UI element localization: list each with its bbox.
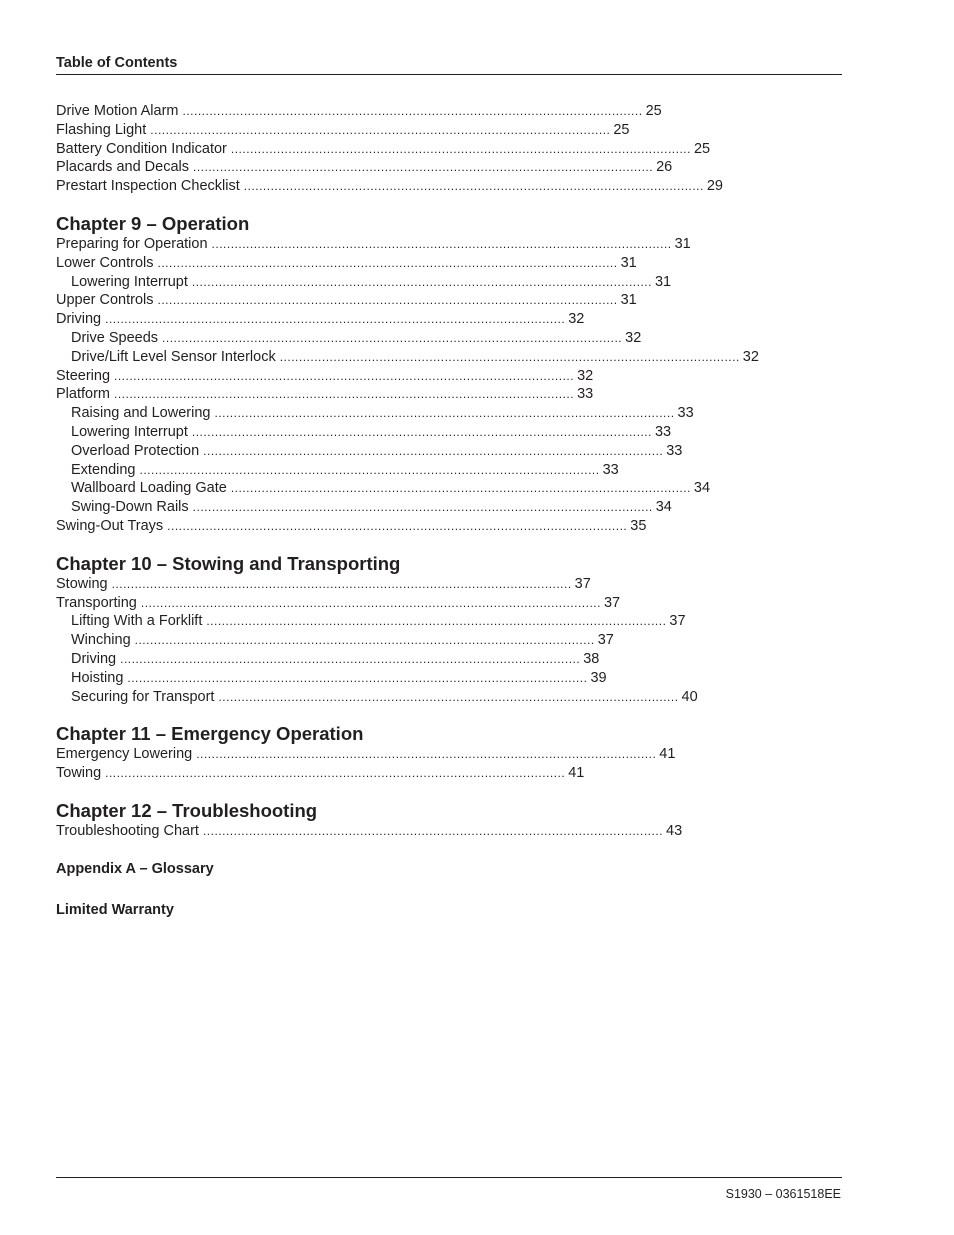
toc-entry-page: 32 — [577, 367, 594, 384]
toc-subentry[interactable] — [56, 329, 642, 348]
toc-subentry[interactable] — [56, 461, 619, 480]
toc-entry-label: Steering — [56, 367, 111, 384]
toc-entry-page: 39 — [590, 669, 607, 686]
dot-leader: ........................................................................................................................ — [206, 614, 667, 629]
dot-leader: ........................................................................................................................ — [139, 462, 600, 477]
toc-entry-page: 38 — [583, 650, 600, 667]
toc-entry-page: 25 — [645, 103, 662, 119]
toc-entry-label: Lowering Interrupt — [71, 423, 188, 440]
toc-entry-label: Lower Controls — [56, 254, 154, 271]
dot-leader: ........................................................................................................................ — [214, 406, 675, 421]
toc-entry-page: 32 — [568, 311, 585, 328]
toc-subentry[interactable] — [56, 650, 600, 669]
dot-leader: ........................................................................................................................ — [211, 236, 672, 251]
toc-entry-label: Troubleshooting Chart — [56, 822, 199, 839]
toc-entry[interactable] — [56, 140, 711, 159]
document-id: S1930 – 0361518EE — [725, 1187, 841, 1201]
dot-leader: ........................................................................................................................ — [218, 689, 679, 704]
toc-entry-page: 33 — [577, 386, 594, 403]
dot-leader: ........................................................................................................................ — [243, 179, 704, 194]
dot-leader: ........................................................................................................................ — [279, 349, 740, 364]
dot-leader: ........................................................................................................................ — [127, 670, 588, 685]
chapter-12-entries — [56, 822, 683, 841]
dot-leader: ........................................................................................................................ — [203, 443, 664, 458]
toc-entry-label: Raising and Lowering — [71, 405, 211, 422]
toc-entry[interactable] — [56, 291, 637, 310]
toc-entry-page: 34 — [655, 499, 672, 516]
toc-entry-page: 33 — [666, 442, 683, 459]
toc-subentry[interactable] — [56, 688, 698, 707]
toc-entry-label: Lowering Interrupt — [71, 273, 188, 290]
toc-entry-page: 32 — [625, 329, 642, 346]
dot-leader: ........................................................................................................................ — [192, 500, 653, 515]
toc-entry-page: 40 — [681, 688, 698, 705]
toc-entry-label: Lifting With a Forklift — [71, 613, 203, 630]
toc-entry[interactable] — [56, 745, 676, 764]
dot-leader: ........................................................................................................................ — [134, 633, 595, 648]
toc-entry-page: 31 — [620, 292, 637, 309]
toc-entry[interactable] — [56, 235, 691, 254]
toc-entry-page: 29 — [706, 178, 723, 195]
toc-entry[interactable] — [56, 102, 662, 121]
dot-leader: ........................................................................................................................ — [162, 330, 623, 345]
toc-entry-page: 37 — [574, 575, 591, 592]
toc-entry[interactable] — [56, 594, 621, 613]
toc-subentry[interactable] — [56, 442, 683, 461]
dot-leader: ........................................................................................................................ — [157, 255, 618, 270]
toc-entry-page: 32 — [742, 348, 759, 365]
toc-entry-label: Drive Speeds — [71, 329, 159, 346]
toc-entry-page: 37 — [603, 594, 621, 611]
toc-entry-label: Wallboard Loading Gate — [71, 480, 227, 497]
toc-entry-label: Drive/Lift Level Sensor Interlock — [71, 348, 276, 365]
toc-entry-page: 31 — [654, 273, 672, 290]
dot-leader: ........................................................................................................................ — [114, 387, 575, 402]
toc-entry[interactable] — [56, 158, 673, 177]
appendix-a-heading[interactable]: Appendix A – Glossary — [56, 860, 214, 877]
toc-group-intro — [56, 102, 723, 196]
toc-entry-page: 34 — [693, 480, 711, 497]
footer-divider — [56, 1177, 842, 1178]
dot-leader: ........................................................................................................................ — [191, 424, 652, 439]
toc-entry-page: 33 — [677, 405, 694, 422]
toc-entry-page: 35 — [630, 517, 647, 534]
dot-leader: ........................................................................................................................ — [167, 518, 628, 533]
toc-entry-page: 43 — [666, 822, 683, 839]
toc-entry-page: 33 — [654, 423, 672, 440]
toc-subentry[interactable] — [56, 479, 711, 498]
toc-entry-label: Battery Condition Indicator — [56, 140, 227, 157]
dot-leader: ........................................................................................................................ — [191, 274, 652, 289]
toc-entry-label: Extending — [71, 461, 136, 478]
toc-subentry[interactable] — [56, 273, 672, 292]
chapter-9-heading[interactable]: Chapter 9 – Operation — [56, 212, 250, 234]
toc-entry[interactable] — [56, 121, 630, 140]
toc-entry[interactable] — [56, 367, 594, 386]
toc-entry-page: 41 — [659, 746, 676, 763]
chapter-10-heading[interactable]: Chapter 10 – Stowing and Transporting — [56, 552, 401, 574]
dot-leader: ........................................................................................................................ — [105, 766, 566, 781]
toc-entry-label: Hoisting — [71, 669, 124, 686]
dot-leader: ........................................................................................................................ — [105, 312, 566, 327]
dot-leader: ........................................................................................................................ — [230, 141, 691, 156]
toc-subentry[interactable] — [56, 423, 672, 442]
toc-entry[interactable] — [56, 310, 585, 329]
toc-entry-label: Towing — [56, 765, 102, 782]
toc-entry-label: Transporting — [56, 594, 137, 611]
toc-entry-page: 37 — [669, 613, 686, 630]
toc-entry-label: Placards and Decals — [56, 159, 189, 176]
toc-entry-page: 25 — [613, 121, 630, 138]
header-divider — [56, 74, 842, 75]
dot-leader: ........................................................................................................................ — [202, 823, 664, 838]
toc-entry-label: Winching — [71, 632, 131, 649]
toc-subentry[interactable] — [56, 612, 686, 631]
dot-leader: ........................................................................................................................ — [114, 368, 575, 383]
toc-entry-page: 25 — [693, 140, 711, 157]
dot-leader: ........................................................................................................................ — [182, 104, 643, 118]
table-of-contents — [56, 102, 759, 920]
toc-entry-page: 26 — [656, 159, 673, 176]
toc-entry-label: Driving — [56, 311, 102, 328]
toc-entry-page: 31 — [674, 235, 691, 252]
toc-entry-label: Swing-Down Rails — [71, 499, 189, 516]
toc-entry-page: 31 — [620, 254, 637, 271]
dot-leader: ........................................................................................................................ — [111, 576, 572, 591]
toc-entry-label: Upper Controls — [56, 292, 154, 309]
chapter-10-entries — [56, 575, 698, 707]
toc-entry-page: 37 — [597, 632, 614, 649]
dot-leader: ........................................................................................................................ — [150, 122, 611, 137]
chapter-12-heading[interactable]: Chapter 12 – Troubleshooting — [56, 799, 318, 821]
dot-leader: ........................................................................................................................ — [230, 481, 691, 496]
toc-entry[interactable] — [56, 822, 683, 841]
dot-leader: ........................................................................................................................ — [196, 747, 657, 762]
chapter-11-entries — [56, 745, 676, 783]
toc-entry-page: 33 — [602, 461, 619, 478]
toc-entry[interactable] — [56, 517, 647, 536]
toc-entry-label: Preparing for Operation — [56, 235, 208, 252]
toc-entry[interactable] — [56, 177, 723, 196]
toc-subentry[interactable] — [56, 404, 694, 423]
toc-entry-label: Stowing — [56, 575, 108, 592]
toc-subentry[interactable] — [56, 348, 759, 367]
dot-leader: ........................................................................................................................ — [120, 651, 581, 666]
toc-entry[interactable] — [56, 254, 637, 273]
toc-entry[interactable] — [56, 575, 591, 594]
dot-leader: ........................................................................................................................ — [140, 595, 601, 610]
chapter-11-heading[interactable]: Chapter 11 – Emergency Operation — [56, 723, 364, 745]
toc-entry-label: Platform — [56, 386, 110, 403]
limited-warranty-heading[interactable]: Limited Warranty — [56, 901, 174, 918]
toc-entry-label: Driving — [71, 650, 117, 667]
toc-subentry[interactable] — [56, 631, 614, 650]
toc-entry[interactable] — [56, 764, 585, 783]
toc-subentry[interactable] — [56, 669, 607, 688]
toc-entry-label: Prestart Inspection Checklist — [56, 178, 240, 195]
dot-leader: ........................................................................................................................ — [193, 160, 654, 175]
toc-entry[interactable] — [56, 385, 594, 404]
toc-entry-label: Securing for Transport — [71, 688, 215, 705]
toc-entry-label: Emergency Lowering — [56, 746, 193, 763]
toc-entry-label: Flashing Light — [56, 121, 147, 138]
chapter-9-entries — [56, 235, 759, 536]
dot-leader: ........................................................................................................................ — [157, 293, 618, 308]
toc-entry-page: 41 — [568, 765, 585, 782]
page-header-title: Table of Contents — [56, 55, 178, 71]
toc-subentry[interactable] — [56, 498, 672, 517]
toc-entry-label: Drive Motion Alarm — [56, 103, 179, 119]
toc-entry-label: Swing-Out Trays — [56, 517, 164, 534]
toc-entry-label: Overload Protection — [71, 442, 200, 459]
